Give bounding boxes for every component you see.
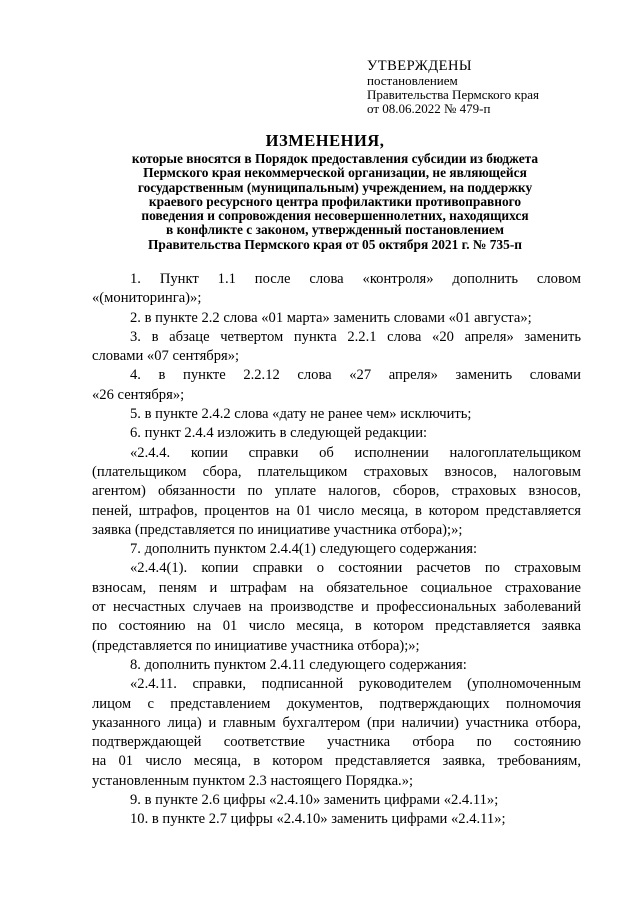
text-line: словами «07 сентября»; xyxy=(92,348,240,365)
quoted-paragraph-2-4-4-1 xyxy=(92,559,581,655)
approval-stamp xyxy=(367,58,627,116)
document-title: ИЗМЕНЕНИЯ, xyxy=(265,131,385,150)
subtitle-line: в конфликте с законом, утвержденный постановлением xyxy=(166,222,504,238)
text-line: (плательщиком сбора, плательщиком страховых взносов, налоговым xyxy=(92,463,581,480)
text-line: от несчастных случаев на производстве и профессиональных заболеваний xyxy=(92,599,581,616)
subtitle-line: поведения и сопровождения несовершеннолетних, находящихся xyxy=(141,208,529,224)
text-line: подтверждающей соответствие участника отбора по состоянию xyxy=(92,734,581,751)
subtitle-line: которые вносятся в Порядок предоставления субсидии из бюджета xyxy=(131,151,539,166)
text-line: 3. в абзаце четвертом пункта 2.2.1 слова «20 апреля» заменить xyxy=(130,328,581,345)
text-line: «2.4.4(1). копии справки о состоянии расчетов по страховым xyxy=(130,560,581,577)
quoted-paragraph-2-4-4 xyxy=(92,444,581,540)
paragraph-item-8: 8. дополнить пунктом 2.4.11 следующего содержания: xyxy=(130,656,467,673)
document-subtitle xyxy=(95,152,575,252)
subtitle-line: Правительства Пермского края от 05 октября 2021 г. № 735-п xyxy=(148,236,522,252)
text-line: указанного лица) и главным бухгалтером (при наличии) участника отбора, xyxy=(92,714,581,731)
paragraph-item-1 xyxy=(92,270,581,309)
approval-heading: УТВЕРЖДЕНЫ xyxy=(367,58,473,74)
text-line: «(мониторинга)»; xyxy=(92,290,202,307)
text-line: агентом) обязанности по уплате налогов, сборов, страховых взносов, xyxy=(92,483,581,500)
text-line: взносам, пеням и штрафам на обязательное социальное страхование xyxy=(92,579,581,596)
paragraph-item-4 xyxy=(92,366,581,405)
subtitle-line: Пермского края некоммерческой организации, не являющейся xyxy=(143,165,527,181)
document-body xyxy=(92,270,581,830)
text-line: «2.4.4. копии справки об исполнении налогоплательщиком xyxy=(130,444,581,461)
paragraph-item-3 xyxy=(92,328,581,367)
text-line: по состоянию на 01 число месяца, в котором представляется заявка xyxy=(92,618,581,635)
text-line: установленным пунктом 2.3 настоящего Порядка.»; xyxy=(92,772,414,789)
text-line: 1. Пункт 1.1 после слова «контроля» дополнить словом xyxy=(130,271,581,287)
text-line: «2.4.11. справки, подписанной руководителем (уполномоченным xyxy=(130,676,581,693)
text-line: заявка (представляется по инициативе участника отбора);»; xyxy=(92,521,463,538)
quoted-paragraph-2-4-11 xyxy=(92,675,581,791)
approval-line: постановлением xyxy=(367,73,458,88)
text-line: лицом с представлением документов, подтверждающих полномочия xyxy=(92,695,581,712)
text-line: на 01 число месяца, в котором представляется заявка, требованиям, xyxy=(92,753,581,770)
subtitle-line: государственным (муниципальным) учреждением, на поддержку xyxy=(137,179,533,195)
paragraph-item-5: 5. в пункте 2.4.2 слова «дату не ранее чем» исключить; xyxy=(130,406,472,423)
paragraph-item-10: 10. в пункте 2.7 цифры «2.4.10» заменить цифрами «2.4.11»; xyxy=(130,811,506,828)
paragraph-item-9: 9. в пункте 2.6 цифры «2.4.10» заменить цифрами «2.4.11»; xyxy=(130,792,499,809)
paragraph-item-7: 7. дополнить пунктом 2.4.4(1) следующего содержания: xyxy=(130,541,478,558)
text-line: «26 сентября»; xyxy=(92,386,185,403)
text-line: 4. в пункте 2.2.12 слова «27 апреля» заменить словами xyxy=(130,367,581,384)
text-line: пеней, штрафов, процентов на 01 число месяца, в котором представляется xyxy=(92,502,581,519)
approval-line: от 08.06.2022 № 479-п xyxy=(367,101,491,116)
paragraph-item-6: 6. пункт 2.4.4 изложить в следующей редакции: xyxy=(130,425,428,442)
approval-line: Правительства Пермского края xyxy=(367,87,539,102)
paragraph-item-2: 2. в пункте 2.2 слова «01 марта» заменить словами «01 августа»; xyxy=(130,309,532,326)
text-line: (представляется по инициативе участника отбора);»; xyxy=(92,637,420,654)
subtitle-line: краевого ресурсного центра профилактики противоправного xyxy=(148,193,522,209)
